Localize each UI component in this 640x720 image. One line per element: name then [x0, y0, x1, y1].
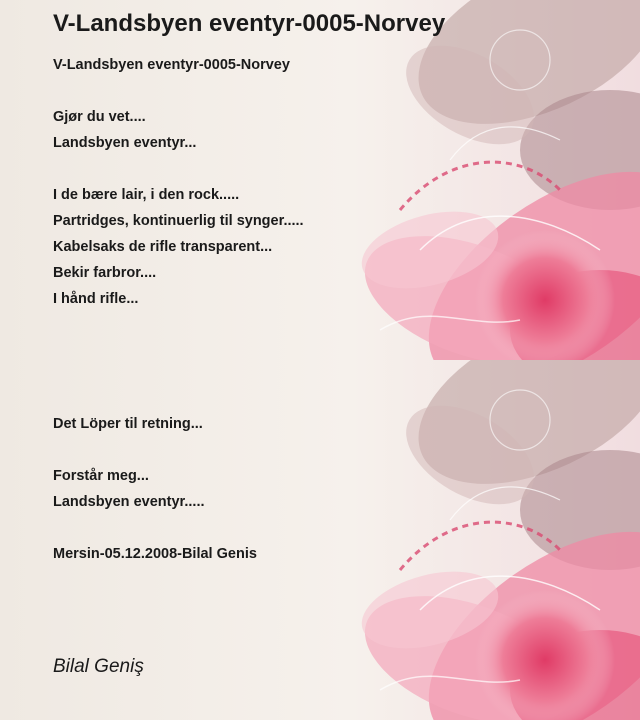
poem-line: I hånd rifle...	[53, 291, 139, 307]
poem-body-part2	[53, 411, 257, 567]
poem-line: Forstår meg...	[53, 468, 149, 484]
poem-line: Landsbyen eventyr.....	[53, 494, 205, 510]
poem-line-blank	[53, 515, 257, 541]
poem-line: V-Landsbyen eventyr-0005-Norvey	[53, 57, 290, 73]
poem-line: Landsbyen eventyr...	[53, 135, 197, 151]
poem-line: I de bære lair, i den rock.....	[53, 187, 240, 203]
poem-line: Kabelsaks de rifle transparent...	[53, 239, 273, 255]
poem-title: V-Landsbyen eventyr-0005-Norvey	[53, 10, 446, 37]
poem-line: Det Löper til retning...	[53, 416, 203, 432]
poem-line: Gjør du vet....	[53, 109, 146, 125]
poem-body-part1	[53, 52, 304, 312]
author-name: Bilal Geniş	[53, 656, 144, 677]
poem-line: Mersin-05.12.2008-Bilal Genis	[53, 546, 257, 562]
poem-line-blank	[53, 437, 257, 463]
poem-line-blank	[53, 78, 304, 104]
poem-line: Partridges, kontinuerlig til synger.....	[53, 213, 304, 229]
poem-line: Bekir farbror....	[53, 265, 157, 281]
poem-line-blank	[53, 156, 304, 182]
